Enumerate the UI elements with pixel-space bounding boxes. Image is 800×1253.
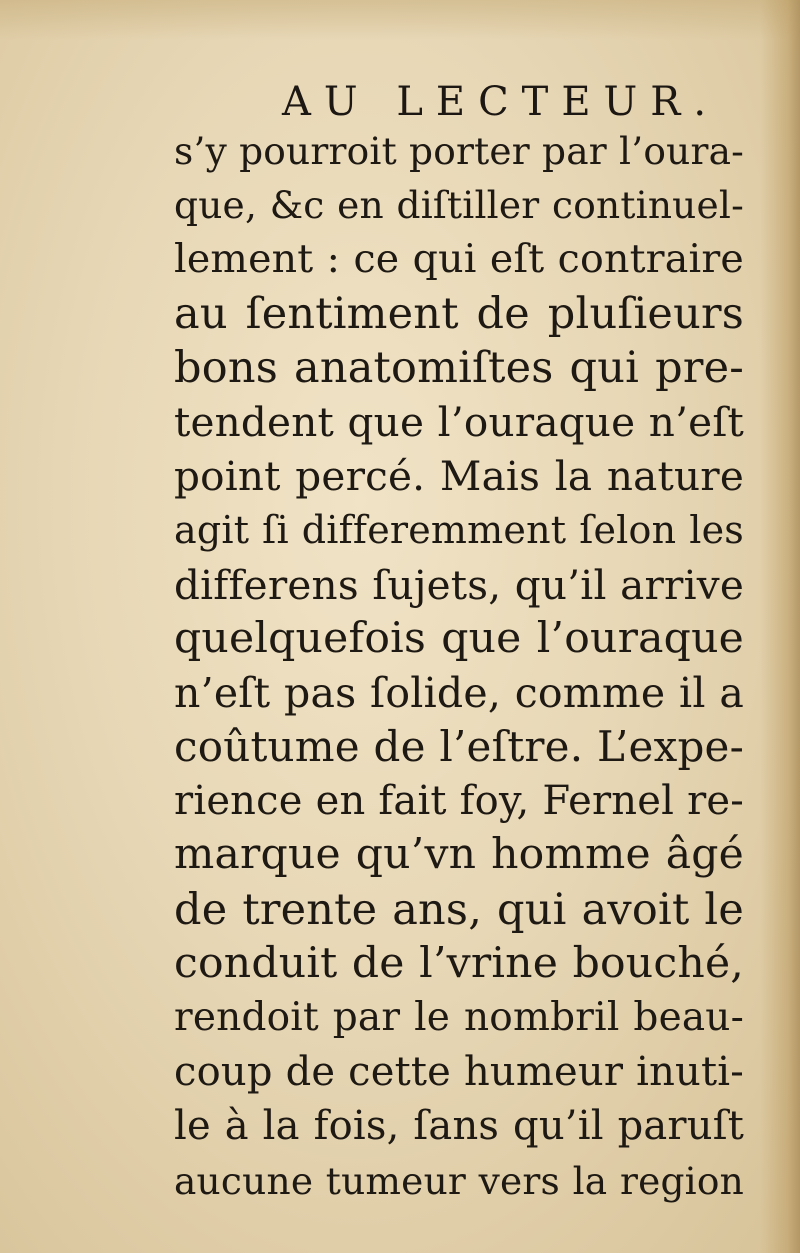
text-line: bons anatomiſtes qui pre- xyxy=(174,342,744,393)
text-line: aucune tumeur vers la region xyxy=(174,1158,744,1203)
text-line: que, &c en diſtiller continuel- xyxy=(174,183,744,228)
body-text xyxy=(174,124,745,1203)
text-line: au ſentiment de pluſieurs xyxy=(174,288,744,339)
text-line: agit ſi differemment ſelon les xyxy=(174,508,744,553)
text-line: le à la fois, ſans qu’il paruſt xyxy=(174,1103,744,1150)
text-line: coûtume de l’eſtre. L’expe- xyxy=(174,722,744,772)
text-line: n’eſt pas ſolide, comme il a xyxy=(174,668,744,717)
text-line: rendoit par le nombril beau- xyxy=(174,995,744,1040)
text-line: marque qu’vn homme âgé xyxy=(174,830,744,880)
page-top-shadow xyxy=(0,0,800,40)
text-line: quelquefois que l’ouraque xyxy=(174,613,744,663)
running-head: AU LECTEUR. xyxy=(282,79,720,125)
text-line: lement : ce qui eſt contraire xyxy=(174,236,744,283)
text-line: s’y pourroit porter par l’oura- xyxy=(174,129,745,173)
text-line: tendent que l’ouraque n’eſt xyxy=(174,397,744,446)
text-line: point percé. Mais la nature xyxy=(174,452,744,501)
text-line: differens ſujets, qu’il arrive xyxy=(174,560,744,609)
page-gutter-edge xyxy=(760,0,800,1253)
text-line: de trente ans, qui avoit le xyxy=(174,884,744,935)
text-line: coup de cette humeur inuti- xyxy=(174,1049,744,1096)
text-line: conduit de l’vrine bouché, xyxy=(174,938,744,988)
text-line: rience en fait foy, Fernel re- xyxy=(174,778,744,825)
